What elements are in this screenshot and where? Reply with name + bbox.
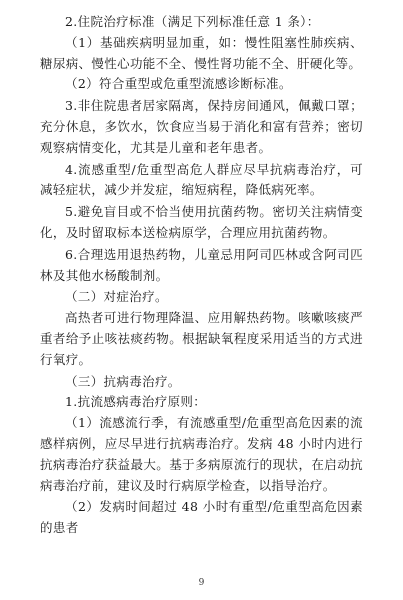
section-heading-symptomatic: （二）对症治疗。 xyxy=(65,289,168,305)
paragraph-criteria-1: （1）基础疾病明显加重，如：慢性阻塞性肺疾病、糖尿病、慢性心功能不全、慢性肾功能不全、肝硬化等。 xyxy=(40,34,363,71)
paragraph-antipyretics: 6.合理选用退热药物，儿童忌用阿司匹林或含阿司匹林及其他水杨酸制剂。 xyxy=(40,246,363,283)
paragraph-home-isolation: 3.非住院患者居家隔离，保持房间通风，佩戴口罩；充分休息，多饮水，饮食应当易于消化和富有营养；密切观察病情变化，尤其是儿童和老年患者。 xyxy=(40,98,363,155)
paragraph-admission-criteria: 2.住院治疗标准（满足下列标准任意 1 条）： xyxy=(65,14,320,29)
paragraph-antibiotics: 5.避免盲目或不恰当使用抗菌药物。密切关注病情变化，及时留取标本送检病原学，合理应用抗菌药物。 xyxy=(40,204,363,240)
paragraph-early-antiviral: 4.流感重型/危重型高危人群应尽早抗病毒治疗，可减轻症状，减少并发症，缩短病程，降低病死率。 xyxy=(40,161,363,198)
paragraph-antiviral-principles: 1.抗流感病毒治疗原则： xyxy=(65,394,207,410)
paragraph-antiviral-2: （2）发病时间超过 48 小时有重型/危重型高危因素的患者 xyxy=(40,499,363,536)
paragraph-criteria-2: （2）符合重型或危重型流感诊断标准。 xyxy=(65,76,292,92)
paragraph-symptomatic: 高热者可进行物理降温、应用解热药物。咳嗽咳痰严重者给予止咳祛痰药物。根据缺氧程度采用适当的方式进行氧疗。 xyxy=(40,310,363,367)
paragraph-antiviral-1: （1）流感流行季，有流感重型/危重型高危因素的流感样病例，应尽早进行抗病毒治疗。发病 48 小时内进行抗病毒治疗获益最大。基于多病原流行的现状，在启动抗病毒治疗前，建议及时行病原学检查，以指导治疗。 xyxy=(40,415,363,493)
section-heading-antiviral: （三）抗病毒治疗。 xyxy=(65,373,181,389)
page-number: 9 xyxy=(198,578,205,588)
